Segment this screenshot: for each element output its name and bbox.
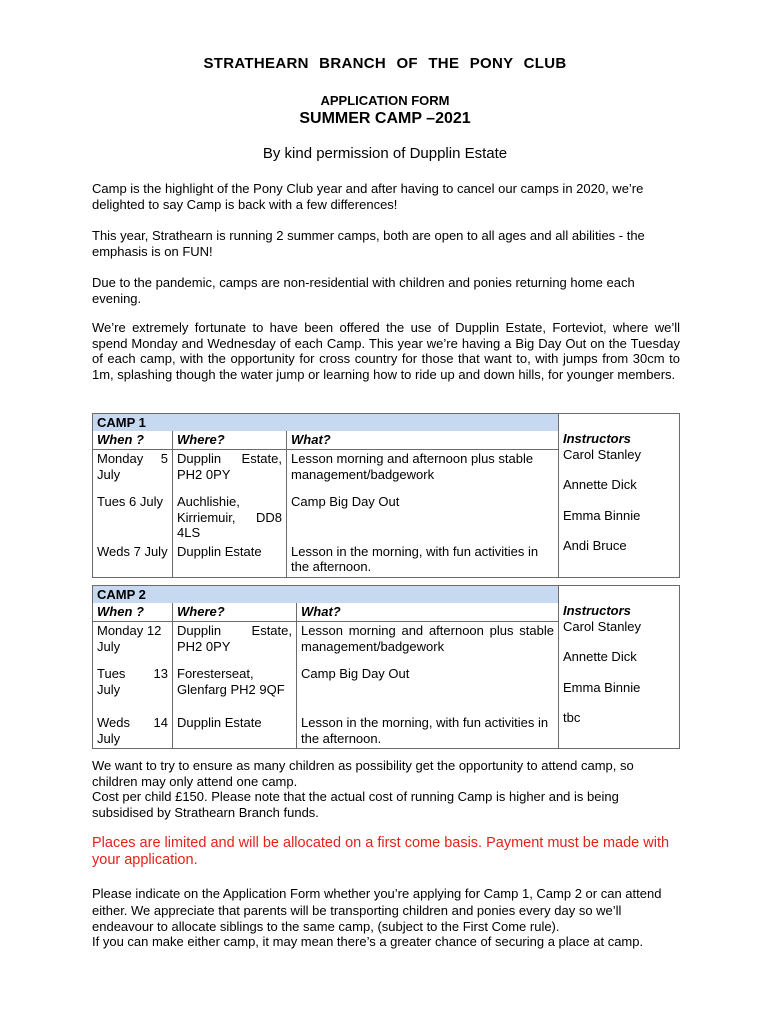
camp2-instructor: Emma Binnie bbox=[563, 679, 641, 695]
camp1-instructor: Annette Dick bbox=[563, 477, 637, 492]
camp2-instructors-cell bbox=[559, 586, 680, 749]
camp1-where: Auchlishie, Kirriemuir, DD8 4LS bbox=[173, 493, 287, 543]
camp2-when-heading: When ? bbox=[93, 603, 173, 622]
camp2-instructors-heading: Instructors bbox=[563, 603, 631, 618]
camp1-what-heading: What? bbox=[287, 431, 559, 450]
camp1-instructors-cell bbox=[559, 414, 680, 578]
camp2-what: Lesson in the morning, with fun activities in the afternoon. bbox=[297, 714, 559, 749]
camp2-what-heading: What? bbox=[297, 603, 559, 622]
camp2-title: CAMP 2 bbox=[97, 587, 146, 602]
camp2-where: Dupplin Estate, PH2 0PY bbox=[173, 622, 297, 666]
permission-line: By kind permission of Dupplin Estate bbox=[262, 145, 508, 162]
camp1-what: Lesson in the morning, with fun activities in the afternoon. bbox=[287, 543, 559, 578]
either-note: If you can make either camp, it may mean there’s a greater chance of securing a place at camp. bbox=[92, 934, 644, 949]
camp1-title: CAMP 1 bbox=[97, 415, 146, 430]
camp2-instructor: Carol Stanley bbox=[563, 618, 642, 634]
camp1-instructor: Carol Stanley bbox=[563, 446, 642, 462]
intro-paragraph-3: Due to the pandemic, camps are non-residential with children and ponies returning home each evening. bbox=[92, 275, 635, 306]
camp1-when: Monday 5 July bbox=[93, 450, 173, 494]
event-title: SUMMER CAMP –2021 bbox=[299, 110, 471, 127]
camp1-when: Tues 6 July bbox=[93, 493, 173, 543]
form-title: APPLICATION FORM bbox=[320, 93, 450, 108]
camp2-when: Weds 14 July bbox=[93, 714, 173, 749]
attend-note: We want to try to ensure as many children as possibility get the opportunity to attend camp, so children may only attend one camp. bbox=[92, 758, 634, 789]
camp2-instructor: tbc bbox=[563, 710, 581, 725]
camp2-what: Camp Big Day Out bbox=[297, 665, 559, 714]
camp2-where-heading: Where? bbox=[173, 603, 297, 622]
camp2-where: Dupplin Estate bbox=[173, 714, 297, 749]
camp2-table bbox=[92, 585, 680, 749]
camp1-instructor: Emma Binnie bbox=[563, 507, 641, 523]
cost-note: Cost per child £150. Please note that the actual cost of running Camp is higher and is being subsidised by Strathearn Branch funds. bbox=[92, 789, 619, 820]
camp2-when: Tues 13 July bbox=[93, 665, 173, 714]
camp2-when: Monday 12 July bbox=[93, 622, 173, 666]
camp2-header-row bbox=[93, 586, 680, 603]
camp1-where-heading: Where? bbox=[173, 431, 287, 450]
camp2-what: Lesson morning and afternoon plus stable management/badgework bbox=[297, 622, 559, 666]
camp1-what: Lesson morning and afternoon plus stable management/badgework bbox=[287, 450, 559, 494]
intro-paragraph-2: This year, Strathearn is running 2 summer camps, both are open to all ages and all abilities - the emphasis is on FUN! bbox=[92, 228, 645, 259]
org-title: STRATHEARN BRANCH OF THE PONY CLUB bbox=[203, 55, 567, 72]
camp1-instructor: Andi Bruce bbox=[563, 538, 627, 553]
camp2-instructor: Annette Dick bbox=[563, 649, 637, 664]
camp2-where: Foresterseat, Glenfarg PH2 9QF bbox=[173, 665, 297, 714]
intro-paragraph-1: Camp is the highlight of the Pony Club year and after having to cancel our camps in 2020, we’re delighted to say Camp is back with a few differences! bbox=[92, 181, 644, 212]
camp1-when-heading: When ? bbox=[93, 431, 173, 450]
camp1-header-row bbox=[93, 414, 680, 431]
camp1-what: Camp Big Day Out bbox=[287, 493, 559, 543]
intro-paragraph-4: We’re extremely fortunate to have been offered the use of Dupplin Estate, Forteviot, where we’ll spend Monday and Wednesday of each Camp. This year we’re having a Big Day Out on the Tuesday of each camp, with the opportunity for cross country for those that want to, with jumps from 30cm to 1m, splashing though the water jump or learning how to ride up and down hills, for younger members. bbox=[92, 320, 680, 382]
camp1-instructors-heading: Instructors bbox=[563, 431, 631, 446]
camp1-where: Dupplin Estate bbox=[173, 543, 287, 578]
camp1-where: Dupplin Estate, PH2 0PY bbox=[173, 450, 287, 494]
warning-note: Places are limited and will be allocated on a first come basis. Payment must be made with your application. bbox=[92, 835, 670, 868]
camp1-when: Weds 7 July bbox=[93, 543, 173, 578]
indicate-note: Please indicate on the Application Form whether you’re applying for Camp 1, Camp 2 or can attend either. We appreciate that parents will be transporting children and ponies every day so we’ll endeavour to allocate siblings to the same camp, (subject to the First Come rule). bbox=[92, 886, 662, 934]
camp1-table bbox=[92, 413, 680, 578]
